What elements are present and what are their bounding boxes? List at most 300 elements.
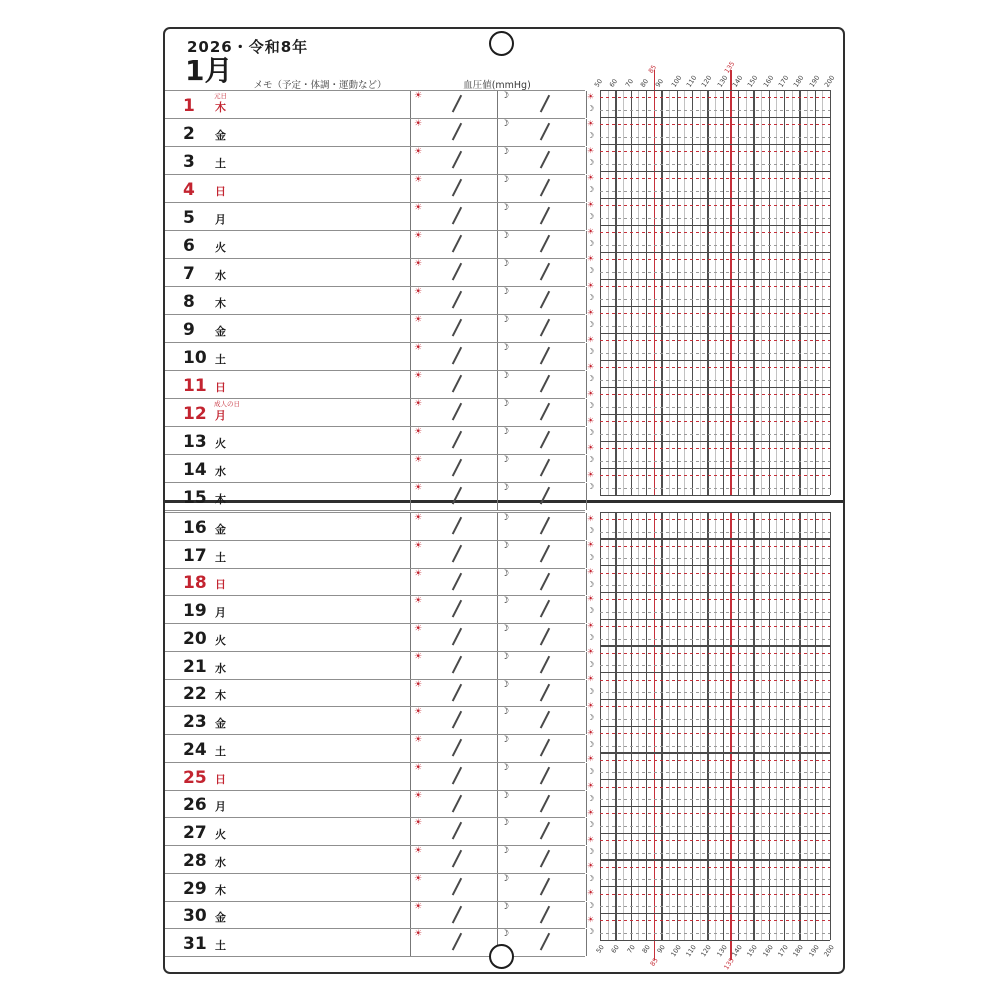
day-row-11 bbox=[165, 371, 585, 399]
sun-icon: ☀ bbox=[587, 781, 595, 791]
moon-icon: ☽ bbox=[501, 91, 510, 101]
memo-cell[interactable] bbox=[235, 818, 408, 845]
bp-evening-cell[interactable] bbox=[497, 399, 587, 426]
day-row-13 bbox=[165, 427, 585, 455]
moon-icon: ☽ bbox=[501, 679, 510, 690]
axis-tick-160: 160 bbox=[760, 943, 775, 959]
bp-evening-cell[interactable] bbox=[497, 287, 587, 314]
bp-morning-cell[interactable] bbox=[410, 483, 498, 510]
day-number: 8 bbox=[183, 292, 195, 312]
day-row-24 bbox=[165, 735, 585, 763]
memo-cell[interactable] bbox=[235, 455, 408, 482]
bp-morning-cell[interactable] bbox=[410, 791, 498, 818]
sun-icon: ☀ bbox=[414, 399, 423, 409]
memo-cell[interactable] bbox=[235, 874, 408, 901]
sun-icon: ☀ bbox=[414, 455, 423, 465]
slash-divider-icon bbox=[452, 655, 462, 673]
memo-cell[interactable] bbox=[235, 929, 408, 956]
moon-icon: ☽ bbox=[587, 740, 595, 750]
weekday-label: 土 bbox=[215, 157, 226, 170]
day-rows-panel-1 bbox=[165, 90, 585, 511]
axis-tick-90: 90 bbox=[654, 76, 666, 89]
memo-cell[interactable] bbox=[235, 902, 408, 929]
day-number: 16 bbox=[183, 517, 207, 538]
memo-cell[interactable] bbox=[235, 541, 408, 568]
day-number: 22 bbox=[183, 684, 207, 705]
memo-cell[interactable] bbox=[235, 513, 408, 540]
day-row-15 bbox=[165, 483, 585, 511]
bp-evening-cell[interactable] bbox=[497, 624, 587, 651]
axis-tick-50: 50 bbox=[594, 943, 606, 955]
axis-tick-150: 150 bbox=[745, 943, 760, 959]
axis-tick-150: 150 bbox=[746, 73, 760, 89]
day-row-29 bbox=[165, 874, 585, 902]
axis-tick-100: 100 bbox=[669, 73, 684, 89]
bp-evening-cell[interactable] bbox=[497, 315, 587, 342]
axis-highlight-tick-85: 85 bbox=[646, 62, 658, 75]
bp-evening-cell[interactable] bbox=[497, 707, 587, 734]
sun-icon: ☀ bbox=[414, 762, 423, 773]
bp-evening-cell[interactable] bbox=[497, 119, 587, 146]
slash-divider-icon bbox=[452, 347, 462, 365]
memo-cell[interactable] bbox=[235, 259, 408, 286]
sun-icon: ☀ bbox=[587, 118, 595, 128]
target-guideline-85 bbox=[654, 70, 655, 495]
moon-icon: ☽ bbox=[501, 540, 510, 551]
bp-evening-cell[interactable] bbox=[497, 846, 587, 873]
sun-icon: ☀ bbox=[414, 568, 423, 579]
bp-morning-cell[interactable] bbox=[410, 231, 498, 258]
slash-divider-icon bbox=[540, 655, 550, 673]
moon-icon: ☽ bbox=[587, 766, 595, 776]
moon-icon: ☽ bbox=[501, 287, 510, 297]
day-number: 18 bbox=[183, 573, 207, 594]
bp-evening-cell[interactable] bbox=[497, 735, 587, 762]
bp-morning-cell[interactable] bbox=[410, 569, 498, 596]
day-number: 4 bbox=[183, 180, 195, 200]
sun-icon: ☀ bbox=[414, 929, 423, 940]
memo-cell[interactable] bbox=[235, 707, 408, 734]
day-number: 20 bbox=[183, 628, 207, 649]
month-label: 1月 bbox=[185, 54, 233, 87]
day-number: 6 bbox=[183, 236, 195, 256]
slash-divider-icon bbox=[540, 123, 550, 141]
bp-evening-cell[interactable] bbox=[497, 818, 587, 845]
bp-morning-cell[interactable] bbox=[410, 371, 498, 398]
sun-icon: ☀ bbox=[587, 469, 595, 479]
weekday-label: 日 bbox=[215, 772, 226, 786]
day-number: 29 bbox=[183, 878, 207, 899]
sun-icon: ☀ bbox=[414, 315, 423, 325]
day-number: 30 bbox=[183, 906, 207, 927]
moon-icon: ☽ bbox=[587, 579, 595, 589]
day-row-17 bbox=[165, 541, 585, 569]
memo-cell[interactable] bbox=[235, 91, 408, 118]
sun-icon: ☀ bbox=[414, 231, 423, 241]
day-row-9 bbox=[165, 315, 585, 343]
day-number: 24 bbox=[183, 739, 207, 760]
day-number: 14 bbox=[183, 460, 207, 480]
slash-divider-icon bbox=[452, 822, 462, 840]
bp-evening-cell[interactable] bbox=[497, 455, 587, 482]
sun-icon: ☀ bbox=[414, 679, 423, 690]
day-row-30 bbox=[165, 902, 585, 930]
bp-evening-cell[interactable] bbox=[497, 680, 587, 707]
memo-cell[interactable] bbox=[235, 343, 408, 370]
holiday-label: 元日 bbox=[214, 91, 227, 100]
memo-cell[interactable] bbox=[235, 596, 408, 623]
day-row-31 bbox=[165, 929, 585, 957]
slash-divider-icon bbox=[540, 711, 550, 729]
axis-tick-130: 130 bbox=[714, 943, 729, 959]
memo-cell[interactable] bbox=[235, 791, 408, 818]
binder-hole-top bbox=[489, 31, 514, 56]
moon-icon: ☽ bbox=[587, 659, 595, 669]
holiday-label: 成人の日 bbox=[214, 399, 240, 408]
sun-icon: ☀ bbox=[587, 334, 595, 344]
bp-chart-grid-panel-1[interactable] bbox=[587, 90, 830, 495]
axis-tick-160: 160 bbox=[761, 73, 776, 89]
bp-evening-cell[interactable] bbox=[497, 652, 587, 679]
moon-icon: ☽ bbox=[587, 606, 595, 616]
slash-divider-icon bbox=[452, 123, 462, 141]
memo-cell[interactable] bbox=[235, 652, 408, 679]
bp-morning-cell[interactable] bbox=[410, 652, 498, 679]
moon-icon: ☽ bbox=[501, 846, 510, 856]
memo-cell[interactable] bbox=[235, 147, 408, 174]
day-number: 19 bbox=[183, 601, 207, 621]
weekday-label: 木 bbox=[215, 101, 226, 114]
slash-divider-icon bbox=[540, 319, 550, 337]
sun-icon: ☀ bbox=[414, 901, 423, 912]
bp-morning-cell[interactable] bbox=[410, 763, 498, 790]
bp-morning-cell[interactable] bbox=[410, 175, 498, 202]
bp-morning-cell[interactable] bbox=[410, 399, 498, 426]
moon-icon: ☽ bbox=[587, 793, 595, 803]
day-row-27 bbox=[165, 818, 585, 846]
day-row-18 bbox=[165, 569, 585, 597]
moon-icon: ☽ bbox=[587, 293, 595, 303]
sun-icon: ☀ bbox=[414, 203, 423, 213]
sun-icon: ☀ bbox=[587, 513, 595, 523]
bp-morning-cell[interactable] bbox=[410, 874, 498, 901]
bp-evening-cell[interactable] bbox=[497, 763, 587, 790]
bp-evening-cell[interactable] bbox=[497, 596, 587, 623]
moon-icon: ☽ bbox=[501, 568, 510, 579]
axis-tick-200: 200 bbox=[822, 73, 837, 89]
memo-cell[interactable] bbox=[235, 175, 408, 202]
moon-icon: ☽ bbox=[501, 929, 510, 940]
sun-icon: ☀ bbox=[587, 674, 595, 684]
day-number: 1 bbox=[183, 96, 195, 116]
bp-morning-cell[interactable] bbox=[410, 455, 498, 482]
target-guideline-135 bbox=[730, 70, 731, 495]
sun-icon: ☀ bbox=[587, 91, 595, 101]
memo-cell[interactable] bbox=[235, 399, 408, 426]
bp-evening-cell[interactable] bbox=[497, 147, 587, 174]
moon-icon: ☽ bbox=[587, 873, 595, 883]
day-row-20 bbox=[165, 624, 585, 652]
bp-morning-cell[interactable] bbox=[410, 513, 498, 540]
sun-icon: ☀ bbox=[587, 172, 595, 182]
axis-tick-130: 130 bbox=[715, 73, 730, 89]
slash-divider-icon bbox=[452, 151, 462, 169]
sun-icon: ☀ bbox=[587, 226, 595, 236]
moon-icon: ☽ bbox=[501, 624, 510, 634]
weekday-label: 火 bbox=[215, 828, 226, 841]
axis-tick-110: 110 bbox=[684, 73, 699, 89]
weekday-label: 月 bbox=[215, 606, 226, 619]
bp-morning-cell[interactable] bbox=[410, 818, 498, 845]
moon-icon: ☽ bbox=[501, 735, 510, 745]
day-number: 27 bbox=[183, 823, 207, 843]
weekday-label: 火 bbox=[215, 241, 226, 254]
axis-tick-80: 80 bbox=[638, 76, 651, 89]
axis-highlight-tick-135: 135 bbox=[723, 59, 737, 75]
axis-tick-70: 70 bbox=[625, 943, 637, 955]
axis-tick-50: 50 bbox=[592, 76, 605, 89]
bp-evening-cell[interactable] bbox=[497, 427, 587, 454]
memo-cell[interactable] bbox=[235, 231, 408, 258]
weekday-label: 木 bbox=[215, 883, 226, 897]
slash-divider-icon bbox=[452, 319, 462, 337]
sun-icon: ☀ bbox=[414, 873, 423, 884]
sun-icon: ☀ bbox=[587, 442, 595, 452]
memo-cell[interactable] bbox=[235, 680, 408, 707]
day-row-23 bbox=[165, 707, 585, 735]
sun-icon: ☀ bbox=[414, 483, 423, 493]
slash-divider-icon bbox=[452, 766, 462, 784]
sun-icon: ☀ bbox=[414, 846, 423, 856]
slash-divider-icon bbox=[452, 600, 462, 618]
bp-evening-cell[interactable] bbox=[497, 371, 587, 398]
day-row-2 bbox=[165, 119, 585, 147]
slash-divider-icon bbox=[540, 431, 550, 449]
bp-evening-cell[interactable] bbox=[497, 483, 587, 510]
moon-icon: ☽ bbox=[587, 401, 595, 411]
moon-icon: ☽ bbox=[587, 847, 595, 857]
weekday-label: 水 bbox=[215, 269, 226, 282]
moon-icon: ☽ bbox=[501, 873, 510, 884]
bp-column-header: 血圧値(mmHg) bbox=[463, 80, 531, 91]
axis-tick-180: 180 bbox=[791, 943, 806, 959]
moon-icon: ☽ bbox=[587, 239, 595, 249]
moon-icon: ☽ bbox=[587, 820, 595, 830]
bp-morning-cell[interactable] bbox=[410, 147, 498, 174]
sun-icon: ☀ bbox=[587, 415, 595, 425]
moon-icon: ☽ bbox=[501, 231, 510, 241]
memo-cell[interactable] bbox=[235, 315, 408, 342]
bp-morning-cell[interactable] bbox=[410, 259, 498, 286]
moon-icon: ☽ bbox=[587, 900, 595, 910]
day-row-21 bbox=[165, 652, 585, 680]
sun-icon: ☀ bbox=[587, 593, 595, 603]
day-row-14 bbox=[165, 455, 585, 483]
memo-cell[interactable] bbox=[235, 119, 408, 146]
day-number: 17 bbox=[183, 545, 207, 566]
bp-evening-cell[interactable] bbox=[497, 874, 587, 901]
moon-icon: ☽ bbox=[501, 203, 510, 213]
axis-tick-180: 180 bbox=[792, 73, 806, 89]
memo-cell[interactable] bbox=[235, 763, 408, 790]
day-row-7 bbox=[165, 259, 585, 287]
bp-morning-cell[interactable] bbox=[410, 541, 498, 568]
day-row-8 bbox=[165, 287, 585, 315]
sun-icon: ☀ bbox=[414, 371, 423, 381]
sun-icon: ☀ bbox=[587, 388, 595, 398]
weekday-label: 土 bbox=[215, 744, 226, 758]
day-number: 11 bbox=[183, 376, 207, 396]
slash-divider-icon bbox=[540, 403, 550, 421]
weekday-label: 木 bbox=[215, 493, 226, 506]
weekday-label: 木 bbox=[215, 689, 226, 703]
bp-morning-cell[interactable] bbox=[410, 680, 498, 707]
sun-icon: ☀ bbox=[587, 199, 595, 209]
day-number: 10 bbox=[183, 348, 207, 368]
bp-morning-cell[interactable] bbox=[410, 315, 498, 342]
slash-divider-icon bbox=[540, 487, 550, 505]
bp-evening-cell[interactable] bbox=[497, 231, 587, 258]
day-row-28 bbox=[165, 846, 585, 874]
bp-evening-cell[interactable] bbox=[497, 569, 587, 596]
sun-icon: ☀ bbox=[587, 540, 595, 550]
bp-evening-cell[interactable] bbox=[497, 343, 587, 370]
axis-tick-80: 80 bbox=[640, 943, 652, 955]
moon-icon: ☽ bbox=[501, 343, 510, 353]
bp-evening-cell[interactable] bbox=[497, 791, 587, 818]
sun-icon: ☀ bbox=[587, 727, 595, 737]
axis-tick-60: 60 bbox=[609, 943, 622, 955]
sun-icon: ☀ bbox=[414, 513, 423, 523]
bp-evening-cell[interactable] bbox=[497, 175, 587, 202]
axis-tick-140: 140 bbox=[730, 73, 745, 89]
sun-icon: ☀ bbox=[414, 735, 423, 745]
bp-evening-cell[interactable] bbox=[497, 541, 587, 568]
bp-morning-cell[interactable] bbox=[410, 343, 498, 370]
bp-axis-bot bbox=[594, 943, 836, 976]
slash-divider-icon bbox=[540, 766, 550, 784]
day-row-25 bbox=[165, 763, 585, 791]
bp-evening-cell[interactable] bbox=[497, 513, 587, 540]
slash-divider-icon bbox=[452, 517, 462, 535]
weekday-label: 日 bbox=[215, 381, 226, 394]
bp-morning-cell[interactable] bbox=[410, 119, 498, 146]
memo-cell[interactable] bbox=[235, 203, 408, 230]
bp-morning-cell[interactable] bbox=[410, 427, 498, 454]
sun-icon: ☀ bbox=[414, 175, 423, 185]
bp-morning-cell[interactable] bbox=[410, 624, 498, 651]
memo-cell[interactable] bbox=[235, 846, 408, 873]
moon-icon: ☽ bbox=[501, 175, 510, 185]
weekday-label: 土 bbox=[215, 550, 226, 564]
sun-icon: ☀ bbox=[587, 700, 595, 710]
day-rows-panel-2 bbox=[165, 512, 585, 957]
slash-divider-icon bbox=[540, 850, 550, 868]
axis-highlight-tick-85: 85 bbox=[648, 956, 660, 968]
slash-divider-icon bbox=[452, 544, 462, 562]
slash-divider-icon bbox=[452, 572, 462, 590]
axis-tick-170: 170 bbox=[776, 943, 790, 959]
slash-divider-icon bbox=[452, 850, 462, 868]
bp-morning-cell[interactable] bbox=[410, 707, 498, 734]
memo-column-header: メモ（予定・体調・運動など） bbox=[253, 80, 387, 91]
day-number: 12 bbox=[183, 404, 207, 424]
sun-icon: ☀ bbox=[414, 540, 423, 551]
bp-morning-cell[interactable] bbox=[410, 902, 498, 929]
moon-icon: ☽ bbox=[501, 315, 510, 325]
day-number: 25 bbox=[183, 767, 207, 788]
bp-morning-cell[interactable] bbox=[410, 287, 498, 314]
weekday-label: 水 bbox=[215, 855, 226, 869]
sun-icon: ☀ bbox=[587, 253, 595, 263]
bp-morning-cell[interactable] bbox=[410, 596, 498, 623]
day-number: 9 bbox=[183, 320, 195, 340]
bp-evening-cell[interactable] bbox=[497, 203, 587, 230]
bp-chart-grid-panel-2[interactable] bbox=[587, 512, 830, 940]
axis-tick-110: 110 bbox=[684, 943, 698, 959]
slash-divider-icon bbox=[540, 459, 550, 477]
sun-icon: ☀ bbox=[414, 119, 423, 129]
moon-icon: ☽ bbox=[501, 651, 510, 662]
bp-morning-cell[interactable] bbox=[410, 929, 498, 956]
day-row-26 bbox=[165, 791, 585, 819]
day-number: 3 bbox=[183, 152, 195, 172]
memo-cell[interactable] bbox=[235, 427, 408, 454]
sun-icon: ☀ bbox=[587, 861, 595, 871]
axis-tick-120: 120 bbox=[700, 73, 714, 89]
bp-morning-cell[interactable] bbox=[410, 203, 498, 230]
memo-cell[interactable] bbox=[235, 624, 408, 651]
bp-morning-cell[interactable] bbox=[410, 735, 498, 762]
moon-icon: ☽ bbox=[501, 399, 510, 409]
axis-tick-190: 190 bbox=[806, 943, 821, 959]
memo-cell[interactable] bbox=[235, 569, 408, 596]
day-number: 28 bbox=[183, 850, 207, 871]
sun-icon: ☀ bbox=[414, 147, 423, 157]
sun-icon: ☀ bbox=[587, 361, 595, 371]
weekday-label: 土 bbox=[215, 353, 226, 366]
bp-morning-cell[interactable] bbox=[410, 846, 498, 873]
slash-divider-icon bbox=[540, 291, 550, 309]
memo-cell[interactable] bbox=[235, 371, 408, 398]
slash-divider-icon bbox=[540, 739, 550, 757]
moon-icon: ☽ bbox=[587, 526, 595, 536]
moon-icon: ☽ bbox=[501, 596, 510, 607]
day-row-4 bbox=[165, 175, 585, 203]
weekday-label: 金 bbox=[215, 717, 226, 730]
sun-icon: ☀ bbox=[587, 307, 595, 317]
memo-cell[interactable] bbox=[235, 483, 408, 510]
moon-icon: ☽ bbox=[587, 212, 595, 222]
slash-divider-icon bbox=[540, 235, 550, 253]
memo-cell[interactable] bbox=[235, 735, 408, 762]
weekday-label: 月 bbox=[215, 213, 226, 226]
sun-icon: ☀ bbox=[414, 790, 423, 801]
bp-evening-cell[interactable] bbox=[497, 91, 587, 118]
moon-icon: ☽ bbox=[501, 818, 510, 829]
slash-divider-icon bbox=[452, 263, 462, 281]
slash-divider-icon bbox=[452, 207, 462, 225]
moon-icon: ☽ bbox=[587, 185, 595, 195]
slash-divider-icon bbox=[540, 207, 550, 225]
day-number: 7 bbox=[183, 264, 195, 284]
slash-divider-icon bbox=[540, 794, 550, 812]
weekday-label: 日 bbox=[215, 578, 226, 592]
bp-evening-cell[interactable] bbox=[497, 259, 587, 286]
memo-cell[interactable] bbox=[235, 287, 408, 314]
bp-evening-cell[interactable] bbox=[497, 902, 587, 929]
bp-morning-cell[interactable] bbox=[410, 91, 498, 118]
